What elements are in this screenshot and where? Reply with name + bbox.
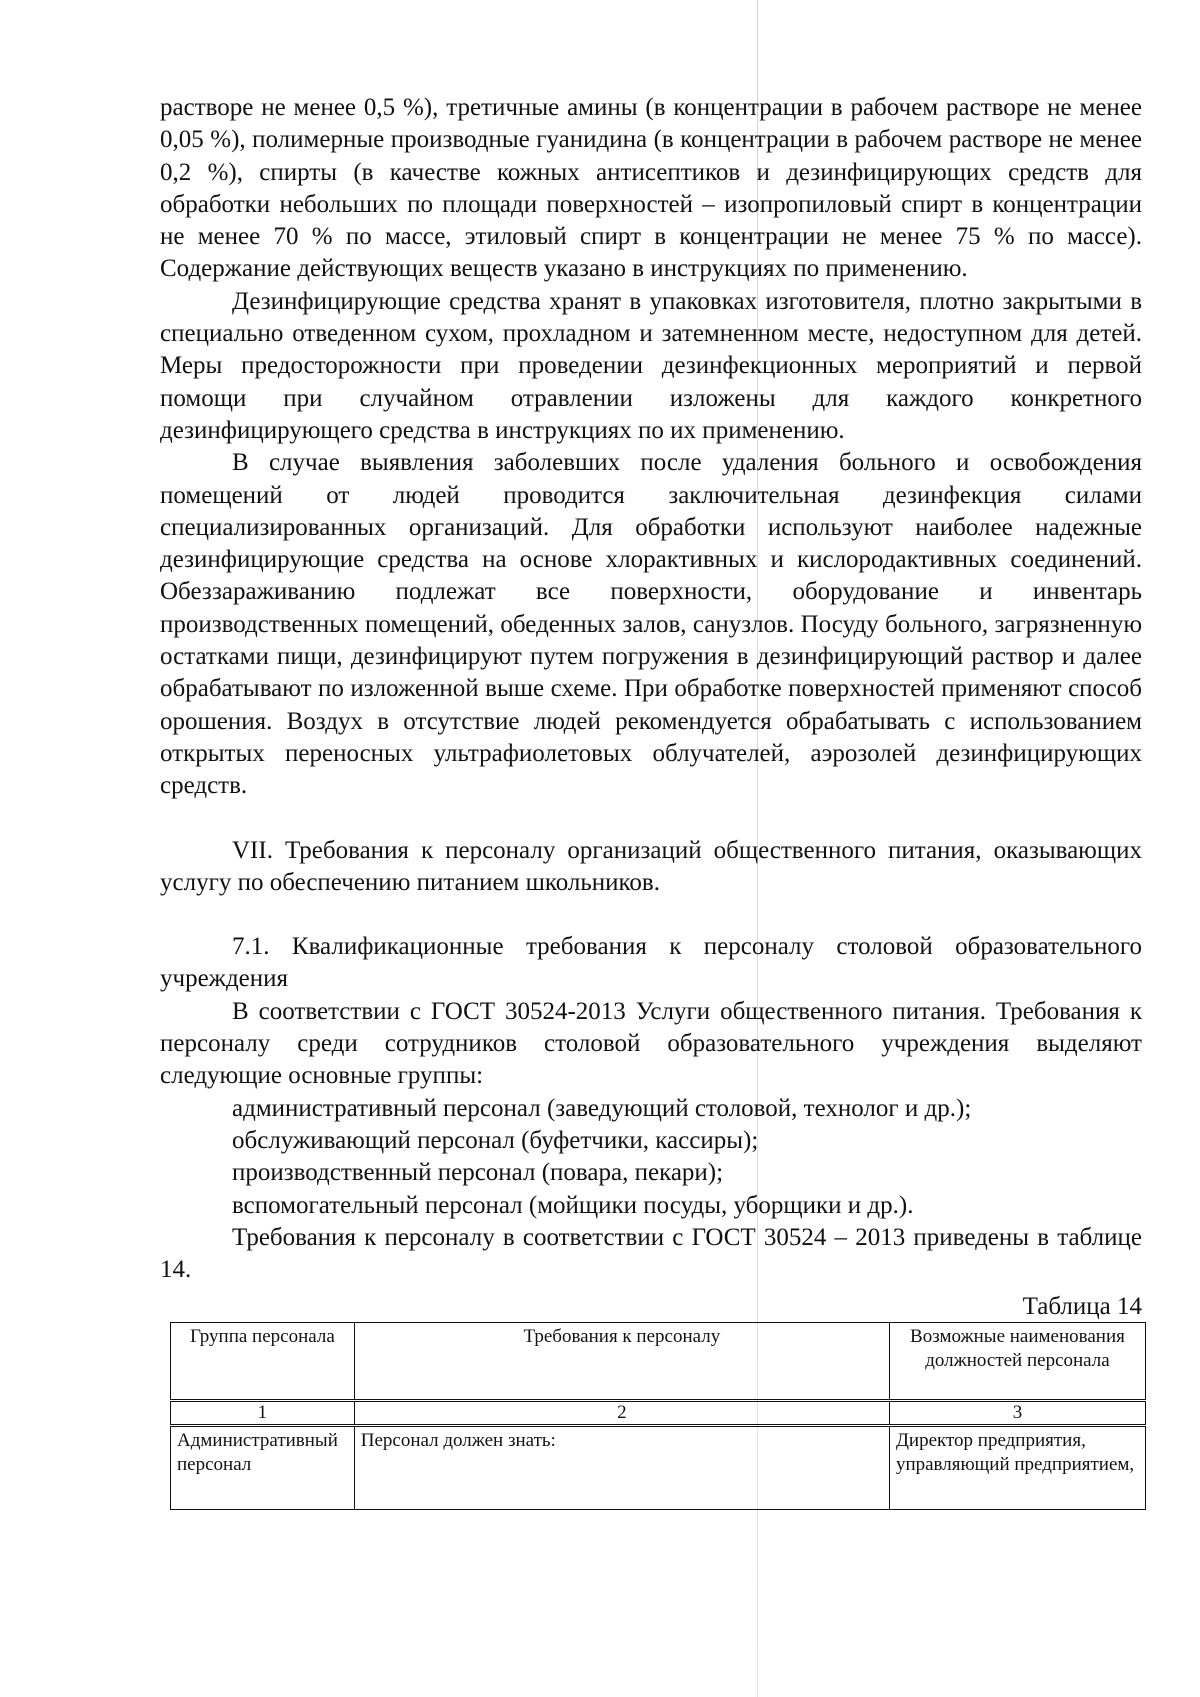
- table-cell: Директор предприятия, управляющий предприятием,: [889, 1426, 1145, 1510]
- table-header-cell: Возможные наименования должностей персонала: [889, 1323, 1145, 1401]
- table-row: [171, 1426, 1146, 1510]
- paragraph-disinfectants-storage: Дезинфицирующие средства хранят в упаковках изготовителя, плотно закрытыми в специально отведенном сухом, прохладном и затемненном месте, недоступном для детей. Меры предосторожности при проведении дезинфекционных мероприятий и первой помощи при случайном отравлении изложены для каждого конкретного дезинфицирующего средства в инструкциях по их применению.: [160, 287, 1142, 444]
- table-column-number: 1: [171, 1401, 355, 1426]
- table-header-row: [171, 1323, 1146, 1401]
- table-header-cell: Требования к персоналу: [354, 1323, 889, 1401]
- spacer: [160, 803, 1142, 835]
- paragraph-gost-groups: В соответствии с ГОСТ 30524-2013 Услуги общественного питания. Требования к персоналу среди сотрудников столовой образовательного учреждения выделяют следующие основные группы:: [160, 997, 1142, 1090]
- subsection-heading: 7.1. Квалификационные требования к персоналу столовой образовательного учреждения: [160, 933, 1142, 993]
- list-item: административный персонал (заведующий столовой, технолог и др.);: [232, 1094, 972, 1122]
- document-page: [160, 92, 1142, 1510]
- list-item: производственный персонал (повара, пекари);: [232, 1159, 724, 1187]
- paragraph-table-reference: Требования к персоналу в соответствии с ГОСТ 30524 – 2013 приведены в таблице 14.: [160, 1223, 1142, 1284]
- table-header-cell: Группа персонала: [171, 1323, 355, 1401]
- paragraph-disinfectants-concentration: растворе не менее 0,5 %), третичные амины (в концентрации в рабочем растворе не менее 0,05 %), полимерные производные гуанидина (в концентрации в рабочем растворе не менее 0,2 %), спирты (в качестве кожных антисептиков и дезинфицирующих средств для обработки небольших по площади поверхностей – изопропиловый спирт в концентрации не менее 70 % по массе, этиловый спирт в концентрации не менее 75 % по массе). Содержание действующих веществ указано в инструкциях по применению.: [160, 94, 1142, 283]
- list-item: вспомогательный персонал (мойщики посуды, уборщики и др.).: [232, 1191, 914, 1219]
- table-column-number: 2: [354, 1401, 889, 1426]
- list-item: обслуживающий персонал (буфетчики, кассиры);: [232, 1126, 759, 1154]
- table-cell: Персонал должен знать:: [354, 1426, 889, 1510]
- table-column-number: 3: [889, 1401, 1145, 1426]
- table-caption: Таблица 14: [1022, 1293, 1142, 1321]
- table-cell: Административный персонал: [171, 1426, 355, 1510]
- personnel-requirements-table: [170, 1322, 1146, 1510]
- section-heading: VII. Требования к персоналу организаций общественного питания, оказывающих услугу по обеспечению питанием школьников.: [160, 836, 1142, 896]
- table-column-numbers-row: [171, 1401, 1146, 1426]
- spacer: [160, 899, 1142, 931]
- paragraph-final-disinfection: В случае выявления заболевших после удаления больного и освобождения помещений от людей проводится заключительная дезинфекция силами специализированных организаций. Для обработки используют наиболее надежные дезинфицирующие средства на основе хлорактивных и кислородактивных соединений. Обеззараживанию подлежат все поверхности, оборудование и инвентарь производственных помещений, обеденных залов, санузлов. Посуду больного, загрязненную остатками пищи, дезинфицируют путем погружения в дезинфицирующий раствор и далее обрабатывают по изложенной выше схеме. При обработке поверхностей применяют способ орошения. Воздух в отсутствие людей рекомендуется обрабатывать с использованием открытых переносных ультрафиолетовых облучателей, аэрозолей дезинфицирующих средств.: [160, 449, 1142, 800]
